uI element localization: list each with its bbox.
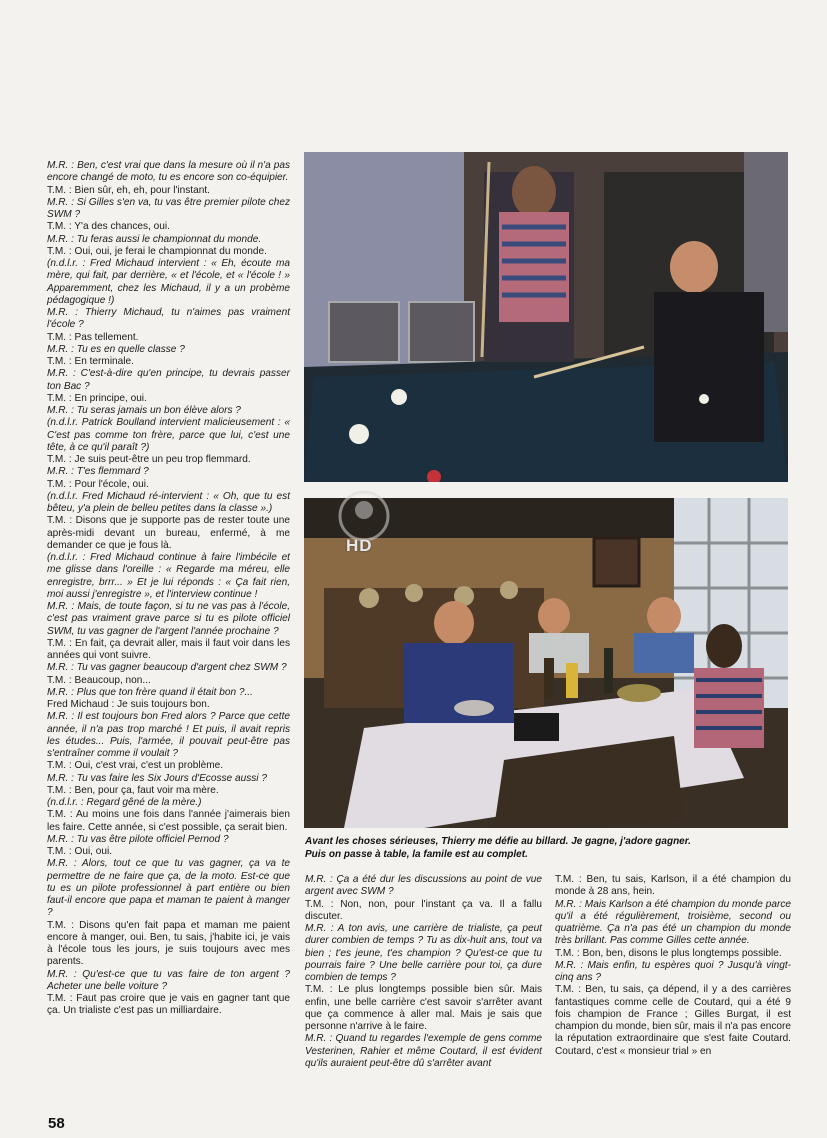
interview-paragraph: (n.d.l.r. Fred Michaud ré-intervient : « Oh, que tu est bêteu, y'a plein de belleu petites dans la classe ».) [47,490,290,514]
interview-paragraph: T.M. : Pas tellement. [47,331,139,343]
interview-paragraph: T.M. : Je suis peut-être un peu trop flemmard. [47,454,251,465]
interview-paragraph: M.R. : Il est toujours bon Fred alors ? Parce que cette année, il n'a pas trop marché ! Et puis, il avait repris les études... Puis, l'armée, il pouvait peut-être pas s'entraîner comme il voulait ? [47,711,290,759]
interview-paragraph: T.M. : En terminale. [47,356,134,367]
interview-paragraph: T.M. : Ben, tu sais, Karlson, il a été champion du monde à 28 ans, hein. [555,874,791,898]
interview-paragraph: M.R. : Tu vas être pilote officiel Pernod ? [47,833,229,845]
interview-paragraph: M.R. : Mais enfin, tu espères quoi ? Jusqu'à vingt-cinq ans ? [555,959,791,983]
interview-paragraph: M.R. : C'est-à-dire qu'en principe, tu devrais passer ton Bac ? [47,368,290,392]
interview-paragraph: M.R. : T'es flemmard ? [47,466,149,478]
interview-paragraph: M.R. : Thierry Michaud, tu n'aimes pas vraiment l'école ? [47,307,290,331]
interview-paragraph: M.R. : Si Gilles s'en va, tu vas être premier pilote chez SWM ? [47,196,290,220]
interview-paragraph: T.M. : Au moins une fois dans l'année j'aimerais bien les faire. Cette année, si c'est possible, ça serait bien. [47,809,290,833]
interview-paragraph: M.R. : Tu vas gagner beaucoup d'argent chez SWM ? [47,662,287,674]
interview-paragraph: M.R. : Tu es en quelle classe ? [47,343,185,355]
interview-paragraph: T.M. : En fait, ça devrait aller, mais il faut voir dans les années qui vont suivre. [47,637,290,661]
right-text-column [555,874,791,1058]
interview-paragraph: M.R. : Plus que ton frère quand il était bon ?... [47,686,253,698]
interview-paragraph: M.R. : Tu feras aussi le championnat du monde. [47,233,262,245]
interview-paragraph: M.R. : Ça a été dur les discussions au point de vue argent avec SWM ? [305,874,542,898]
interview-paragraph: M.R. : Ben, c'est vrai que dans la mesure où il n'a pas encore changé de moto, tu es encore son co-équipier. [47,160,290,184]
interview-paragraph: T.M. : Ben, tu sais, ça dépend, il y a des carrières fantastiques comme celle de Coutard, qui a été 9 fois champion de France ; Gilles Burgat, il est champion du monde, bien sûr, mais il n'a pas encore la réputation extraordinaire que s'est faite Coutard. Coutard, c'est « monsieur trial » en [555,984,791,1057]
interview-paragraph: T.M. : Bien sûr, eh, eh, pour l'instant. [47,184,210,196]
middle-text-column [305,874,542,1070]
interview-paragraph: M.R. : Tu vas faire les Six Jours d'Ecosse aussi ? [47,772,267,784]
page-number: 58 [48,1115,65,1132]
interview-paragraph: T.M. : Faut pas croire que je vais en gagner tant que ça. Un trialiste c'est pas un milliardaire. [47,993,290,1017]
billiards-photo [304,152,788,482]
interview-paragraph: T.M. : Oui, oui, je ferai le championnat du monde. [47,245,267,257]
interview-paragraph: T.M. : Non, non, pour l'instant ça va. Il a fallu discuter. [305,898,542,922]
interview-paragraph: (n.d.l.r. : Fred Michaud intervient : « Eh, écoute ma mère, qui fait, par derrière, « et l'école, et « l'école ! » Apparemment, chez les Michaud, il y a un probème pédagogique !) [47,258,290,306]
interview-paragraph: (n.d.l.r. Patrick Boulland intervient malicieusement : « C'est pas comme ton frère, parce que lui, c'est une tête, à ce qu'il paraît ?) [47,417,290,453]
interview-paragraph: T.M. : Disons qu'en fait papa et maman me paient encore à manger, oui. Ben, tu sais, j'habite ici, je vais à l'école tous les jours, je suis toujours avec mes parents. [47,919,290,968]
interview-paragraph: M.R. : Alors, tout ce que tu vas gagner, ça va te permettre de ne faire que ça, de la moto. Est-ce que tu es un pilote professionnel à part entière ou bien faut-il encore que papa et maman te paient à manger ? [47,858,290,919]
interview-paragraph: T.M. : Oui, oui. [47,846,113,857]
interview-paragraph: M.R. : Mais Karlson a été champion du monde parce qu'il a été régulièrement, troisième, second ou quatrième. Ça n'a pas été un champion du monde très brillant. Pas comme Gilles cette année. [555,898,791,947]
interview-paragraph: (n.d.l.r. : Fred Michaud continue à faire l'imbécile et me glisse dans l'oreille : « Regarde ma méreu, elle enregistre, brrr... » Et je lui réponds : « Ça fait rien, moi aussi j'enregistre », et l'interview continue ! [47,552,290,600]
interview-paragraph: T.M. : Le plus longtemps possible bien sûr. Mais enfin, une belle carrière c'est savoir s'arrêter avant que ça commence à aller mal. Mais je sais que personne n'arrive à le faire. [305,984,542,1032]
photo-caption [305,836,789,861]
interview-paragraph: M.R. : A ton avis, une carrière de trialiste, ça peut durer combien de temps ? Tu as dix-huit ans, tout va bien ; t'es jeune, t'es champion ? Qu'est-ce que tu pourrais faire ? Une belle carrière pour toi, ça dure combien de temps ? [305,923,542,983]
caption-line-2: Puis on passe à table, la famile est au complet. [305,848,528,860]
watermark-text: HD [346,536,373,555]
caption-line-1: Avant les choses sérieuses, Thierry me défie au billard. Je gagne, j'adore gagner. [305,836,691,847]
interview-paragraph: T.M. : Oui, c'est vrai, c'est un problème. [47,760,224,772]
left-text-column [47,160,290,1018]
interview-paragraph: M.R. : Tu seras jamais un bon élève alors ? [47,405,241,416]
interview-paragraph: (n.d.l.r. : Regard gêné de la mère.) [47,797,202,808]
interview-paragraph: M.R. : Quand tu regardes l'exemple de gens comme Vesterinen, Rahier et même Coutard, il est évident qu'ils auraient peut-être dû s'arrêter avant [305,1033,542,1069]
interview-paragraph: T.M. : Pour l'école, oui. [47,478,149,490]
interview-paragraph: T.M. : Disons que je supporte pas de rester toute une après-midi devant un bureau, enfermé, à me demander ce que je fous là. [47,515,290,551]
interview-paragraph: T.M. : Ben, pour ça, faut voir ma mère. [47,784,219,796]
interview-paragraph: Fred Michaud : Je suis toujours bon. [47,699,210,710]
interview-paragraph: T.M. : Y'a des chances, oui. [47,221,170,233]
interview-paragraph: M.R. : Mais, de toute façon, si tu ne vas pas à l'école, c'est pas vraiment grave parce si tu es pilote officiel SWM, tu vas gagner de l'argent l'année prochaine ? [47,601,290,637]
interview-paragraph: T.M. : Beaucoup, non... [47,674,151,686]
interview-paragraph: M.R. : Qu'est-ce que tu vas faire de ton argent ? Acheter une belle voiture ? [47,968,290,992]
interview-paragraph: T.M. : Bon, ben, disons le plus longtemps possible. [555,947,782,959]
interview-paragraph: T.M. : En principe, oui. [47,392,147,404]
